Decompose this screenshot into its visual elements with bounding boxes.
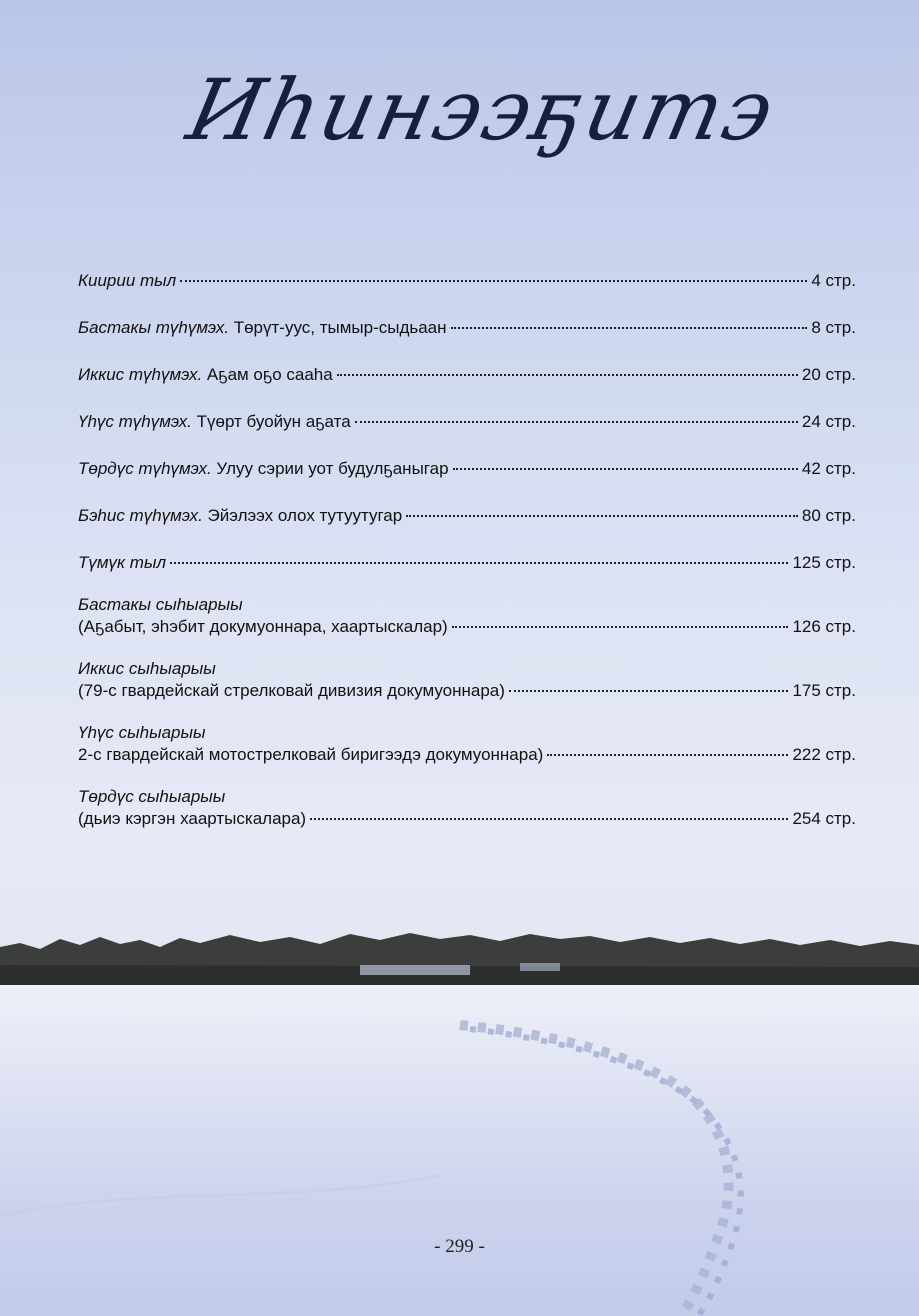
dot-leader: [180, 280, 807, 282]
toc-entry[interactable]: [78, 411, 856, 433]
toc-entry-label: Иккис түһүмэх.: [78, 365, 203, 384]
dot-leader: [452, 626, 789, 628]
toc-appendix-entry[interactable]: [78, 594, 856, 638]
toc-entry-label: Үһүс түһүмэх.: [78, 412, 192, 431]
dot-leader: [337, 374, 798, 376]
dot-leader: [509, 690, 789, 692]
toc-entry-subtitle: Төрүт-уус, тымыр-сыдьаан: [228, 318, 447, 337]
toc-entry-label: Киирии тыл: [78, 271, 177, 290]
toc-page-number: 80 стр.: [801, 506, 856, 525]
dot-leader: [310, 818, 788, 820]
forest-treeline: [0, 925, 919, 990]
toc-page-number: 175 стр.: [792, 681, 856, 700]
appendix-detail: (дьиэ кэргэн хаартыскалара): [78, 809, 307, 828]
toc-page-number: 254 стр.: [792, 809, 856, 828]
toc-entry-subtitle: Түөрт буойун аҕата: [191, 412, 351, 431]
toc-entry[interactable]: [78, 458, 856, 480]
toc-appendix-entry[interactable]: [78, 658, 856, 702]
toc-entry-subtitle: Улуу сэрии уот будулҕаныгар: [211, 459, 449, 478]
page-title: [179, 40, 784, 180]
toc-page-number: 222 стр.: [792, 745, 856, 764]
toc-page-number: 8 стр.: [811, 318, 856, 337]
appendix-detail: 2-с гвардейскай мотострелковай биригээдэ докумуоннара): [78, 745, 544, 764]
appendix-heading: Бастакы сыһыарыы: [78, 595, 243, 614]
toc-entry[interactable]: [78, 270, 856, 292]
title-script-text: Иһинээҕитэ: [179, 61, 784, 159]
appendix-heading: Иккис сыһыарыы: [78, 659, 216, 678]
toc-entry[interactable]: [78, 552, 856, 574]
dot-leader: [453, 468, 798, 470]
toc-page-number: 42 стр.: [801, 459, 856, 478]
footprint-trail: [0, 985, 919, 1316]
appendix-heading: Үһүс сыһыарыы: [78, 723, 206, 742]
toc-page-number: 126 стр.: [792, 617, 856, 636]
appendix-detail: (Аҕабыт, эһэбит докумуоннара, хаартыскалар): [78, 617, 448, 636]
toc-entry-subtitle: Эйэлээх олох тутуутугар: [202, 506, 403, 525]
dot-leader: [406, 515, 798, 517]
toc-page-number: 20 стр.: [801, 365, 856, 384]
snow-field: [0, 985, 919, 1316]
toc-entry[interactable]: [78, 317, 856, 339]
toc-entry-label: Бастакы түһүмэх.: [78, 318, 229, 337]
page-number: - 299 -: [434, 1236, 485, 1257]
toc-entry-label: Бэһис түһүмэх.: [78, 506, 203, 525]
toc-entry-label: Төрдүс түһүмэх.: [78, 459, 212, 478]
toc-entry-label: Түмүк тыл: [78, 553, 167, 572]
appendix-detail: (79-с гвардейскай стрелковай дивизия докумуоннара): [78, 681, 505, 700]
toc-entry-subtitle: Аҕам оҕо сааһа: [202, 365, 333, 384]
toc-page-number: 125 стр.: [792, 553, 856, 572]
toc-page-number: 4 стр.: [811, 271, 856, 290]
appendix-heading: Төрдүс сыһыарыы: [78, 787, 226, 806]
dot-leader: [355, 421, 798, 423]
dot-leader: [547, 754, 788, 756]
dot-leader: [170, 562, 788, 564]
dot-leader: [451, 327, 808, 329]
table-of-contents: [78, 270, 856, 830]
toc-page-number: 24 стр.: [801, 412, 856, 431]
toc-entry[interactable]: [78, 505, 856, 527]
toc-appendix-entry[interactable]: [78, 786, 856, 830]
toc-entry[interactable]: [78, 364, 856, 386]
toc-appendix-entry[interactable]: [78, 722, 856, 766]
